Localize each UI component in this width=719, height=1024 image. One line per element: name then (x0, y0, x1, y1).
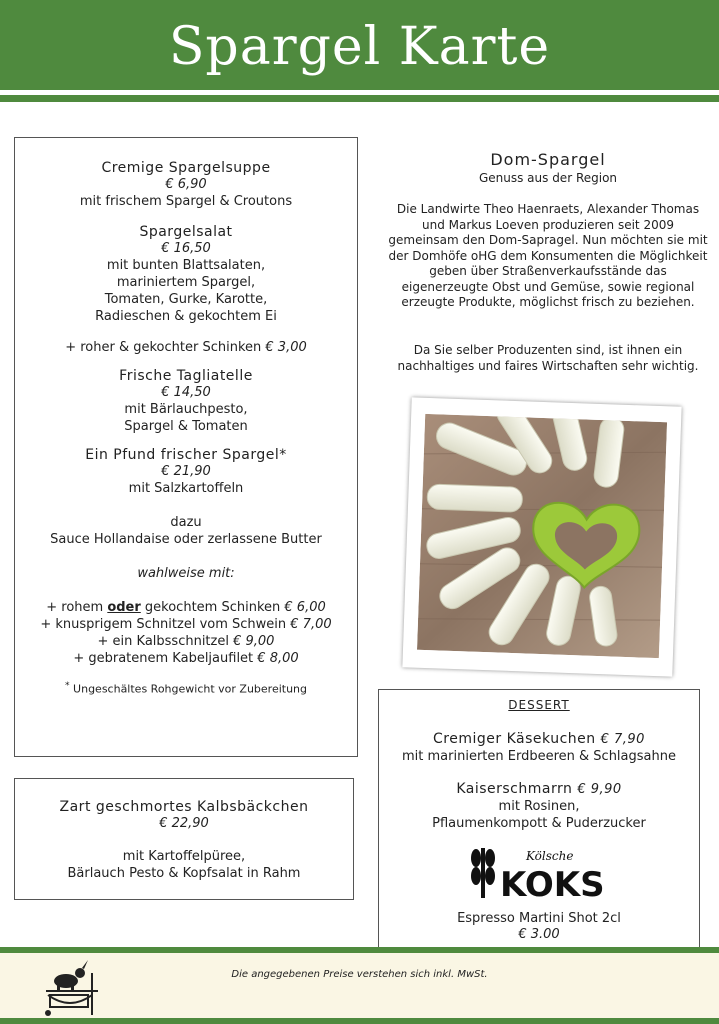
option1-text-a: + rohem (46, 600, 108, 615)
veal-title: Zart geschmortes Kalbsbäckchen (59, 799, 309, 815)
dessert-item-2-desc-line: mit Rosinen, (498, 799, 580, 814)
salad-extra-price: € 3,00 (265, 340, 307, 355)
option4-text: + gebratenem Kabeljaufilet (73, 651, 254, 666)
drink-title: Espresso Martini Shot 2cl (457, 911, 621, 926)
veal-price: € 22,90 (159, 816, 209, 831)
dom-spargel-paragraph-1: Die Landwirte Theo Haenraets, Alexander Thomas und Markus Loeven produzieren seit 2009 gemeinsam den Dom-Sapragel. Nun möchten sie mit der Domhöfe oHG dem Konsumenten die Möglichkeit geben über Straßenverkaufsstände das eigenerzeugte Obst und Gemüse, sowie regional erzeugte Produkte, möglichst frisch zu beziehen. (388, 202, 708, 309)
wheat-icon (471, 848, 495, 898)
pound-option-4 (15, 650, 357, 667)
soup-title: Cremige Spargelsuppe (101, 160, 271, 176)
veal-box (14, 778, 354, 900)
salad-extra-text: + roher & gekochter Schinken (65, 340, 262, 355)
salad-desc-line: Tomaten, Gurke, Karotte, (104, 292, 268, 307)
dessert-item-1-price: € 7,90 (600, 732, 645, 747)
pound-option-2 (15, 616, 357, 633)
dom-spargel-paragraph-2: Da Sie selber Produzenten sind, ist ihnen ein nachhaltiges und faires Wirtschaften sehr wichtig. (397, 343, 699, 373)
dessert-item-2-desc-line: Pflaumenkompott & Puderzucker (432, 816, 646, 831)
page-title: Spargel Karte (168, 17, 551, 77)
footnote-mark: * (64, 680, 70, 691)
tagliatelle-title: Frische Tagliatelle (119, 368, 253, 384)
header-divider (0, 95, 719, 102)
brand-big: KOKS (500, 865, 605, 904)
tagliatelle-price: € 14,50 (161, 385, 211, 400)
dessert-heading: DESSERT (508, 698, 570, 712)
header-banner (0, 0, 719, 90)
salad-desc-line: mariniertem Spargel, (116, 275, 256, 290)
salad-desc-line: Radieschen & gekochtem Ei (95, 309, 277, 324)
soup-price: € 6,90 (165, 177, 207, 192)
dom-spargel-title: Dom-Spargel (490, 150, 606, 169)
pound-price: € 21,90 (161, 464, 211, 479)
drink-price: € 3.00 (518, 927, 560, 942)
pound-title: Ein Pfund frischer Spargel* (85, 447, 287, 463)
dessert-item-1-title: Cremiger Käsekuchen (433, 731, 596, 747)
veal-desc-line: Bärlauch Pesto & Kopfsalat in Rahm (67, 866, 301, 881)
dessert-item-1 (379, 731, 699, 748)
option3-text: + ein Kalbsschnitzel (97, 634, 229, 649)
pound-desc: mit Salzkartoffeln (128, 481, 244, 496)
footer-band (0, 953, 719, 1018)
option1-price: € 6,00 (284, 600, 326, 615)
salad-title: Spargelsalat (139, 224, 233, 240)
dessert-item-2-title: Kaiserschmarrn (456, 781, 573, 797)
pound-optional-label: wahlweise mit: (137, 566, 235, 581)
dessert-item-1-desc: mit marinierten Erdbeeren & Schlagsahne (402, 749, 676, 764)
asparagus-heart-photo (402, 397, 681, 676)
pound-dazu: dazu (170, 515, 202, 530)
asparagus-heart-icon (417, 414, 667, 658)
koks-brand-logo (464, 842, 614, 904)
salad-extra (15, 339, 357, 356)
veal-desc-line: mit Kartoffelpüree, (122, 849, 246, 864)
main-menu-box (14, 137, 358, 757)
salad-price: € 16,50 (161, 241, 211, 256)
pound-option-3 (15, 633, 357, 650)
pound-option-1 (15, 599, 357, 616)
tagliatelle-desc-line: mit Bärlauchpesto, (124, 402, 248, 417)
pound-sauce: Sauce Hollandaise oder zerlassene Butter (50, 532, 322, 547)
brand-small: Kölsche (526, 849, 574, 863)
goat-sign-logo (40, 955, 102, 1017)
option1-or: oder (107, 600, 141, 615)
dessert-item-2-price: € 9,90 (577, 782, 622, 797)
tagliatelle-desc-line: Spargel & Tomaten (124, 419, 248, 434)
footer-bottom-stripe (0, 1018, 719, 1024)
option2-price: € 7,00 (290, 617, 332, 632)
option4-price: € 8,00 (257, 651, 299, 666)
footer-note: Die angegebenen Preise verstehen sich inkl. MwSt. (231, 969, 488, 980)
option3-price: € 9,00 (233, 634, 275, 649)
salad-desc-line: mit bunten Blattsalaten, (106, 258, 266, 273)
option1-text-b: gekochtem Schinken (140, 600, 281, 615)
dessert-box (378, 689, 700, 949)
dom-spargel-subtitle: Genuss aus der Region (478, 171, 618, 185)
dessert-item-2 (379, 781, 699, 798)
pound-footnote (15, 679, 357, 697)
option2-text: + knusprigem Schnitzel vom Schwein (40, 617, 287, 632)
soup-desc: mit frischem Spargel & Croutons (79, 194, 293, 209)
footnote-text: Ungeschältes Rohgewicht vor Zubereitung (69, 682, 308, 696)
